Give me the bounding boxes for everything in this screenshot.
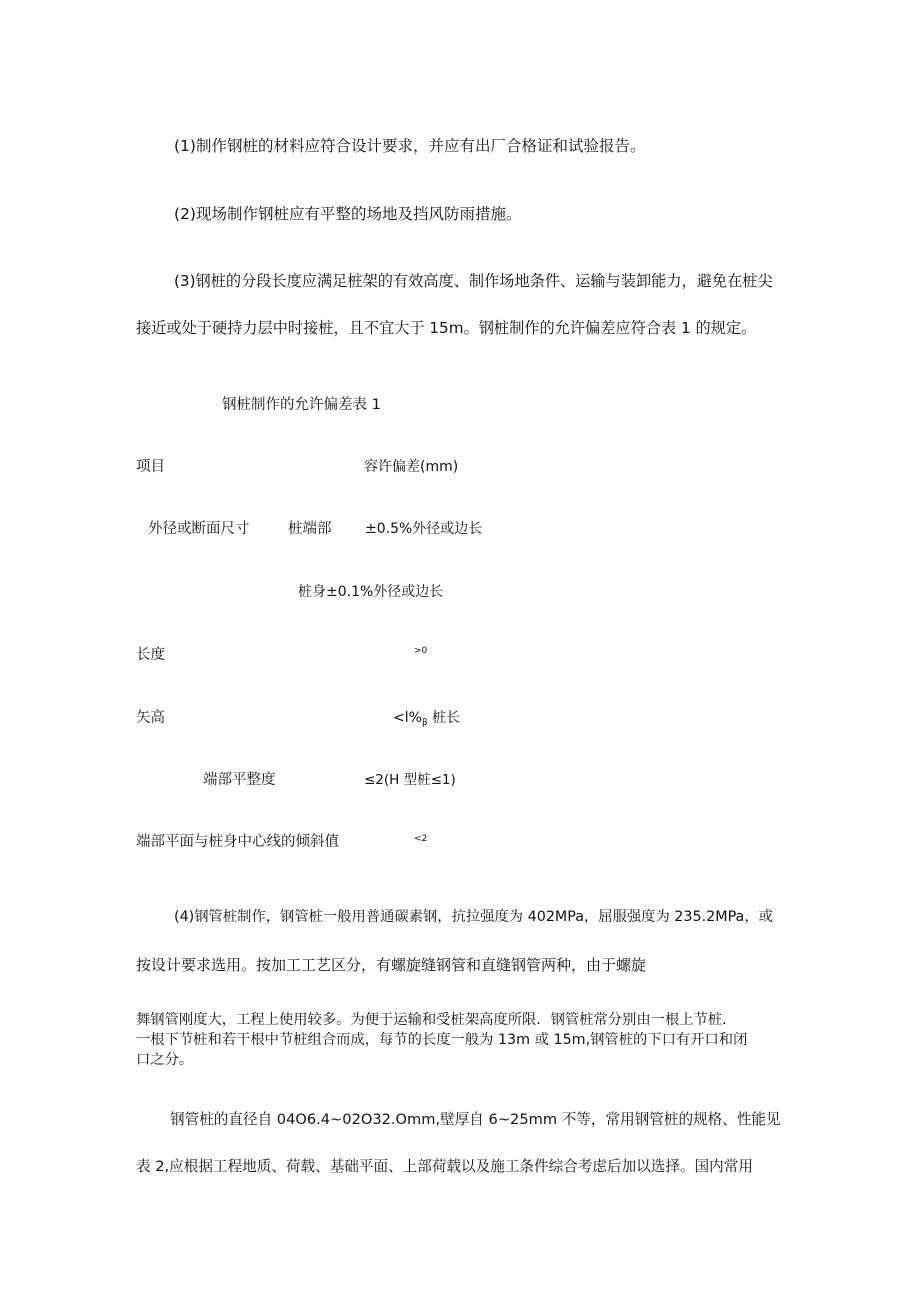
camber-value-subscript: β <box>421 718 428 728</box>
paragraph-6-line-2: 表 2,应根据工程地质、荷载、基础平面、上部荷载以及施工条件综合考虑后加以选择。国内常用 <box>136 1158 753 1175</box>
table-row-camber-value <box>393 708 460 733</box>
camber-value-tail: 桩长 <box>427 710 461 726</box>
paragraph-1: (1)制作钢桩的材料应符合设计要求，并应有出厂合格证和试验报告。 <box>174 137 646 155</box>
table-header-item: 项目 <box>136 459 165 475</box>
table-row-length-item: 长度 <box>136 647 165 663</box>
paragraph-3-line-1: (3)钢桩的分段长度应满足桩架的有效高度、制作场地条件、运输与装卸能力，避免在桩尖 <box>174 272 773 290</box>
table-row-inclination-item: 端部平面与桩身中心线的倾斜值 <box>136 834 339 850</box>
table-row-outer-diameter-sub: 桩端部 <box>288 521 332 537</box>
table-row-end-flatness-item: 端部平整度 <box>203 772 276 788</box>
table-row-end-flatness-value: ≤2(H 型桩≤1) <box>364 772 456 788</box>
paragraph-4-line-1: (4)钢管桩制作，钢管桩一般用普通碳素钢，抗拉强度为 402MPa，屈服强度为 235.2MPa，或 <box>174 909 773 925</box>
table-row-outer-diameter-item: 外径或断面尺寸 <box>148 521 250 537</box>
table-1-caption: 钢桩制作的允许偏差表 1 <box>222 397 381 413</box>
table-row-length-value: >0 <box>414 646 428 656</box>
paragraph-2: (2)现场制作钢桩应有平整的场地及挡风防雨措施。 <box>174 205 522 223</box>
paragraph-6-line-1: 钢管桩的直径自 04O6.4~02O32.Omm,壁厚自 6~25mm 不等，常用钢管桩的规格、性能见 <box>170 1111 781 1128</box>
paragraph-4-line-2: 按设计要求选用。按加工工艺区分，有螺旋缝钢管和直缝钢管两种，由于螺旋 <box>136 956 647 974</box>
table-row-pile-body-value: 桩身±0.1%外径或边长 <box>298 584 444 600</box>
table-header-tolerance: 容许偏差(mm) <box>364 459 459 475</box>
table-row-inclination-value: <2 <box>414 834 428 844</box>
paragraph-5-line-1: 舞钢管刚度大，工程上使用较多。为便于运输和受桩架高度所限．钢管桩常分别由一根上节桩． <box>136 1012 737 1028</box>
table-row-outer-diameter-value: ±0.5%外径或边长 <box>365 521 483 537</box>
camber-value-main: <l% <box>393 710 422 726</box>
paragraph-5-line-2: 一根下节桩和若干根中节桩组合而成，每节的长度一般为 13m 或 15m,钢管桩的下口有开口和闭 <box>136 1032 748 1048</box>
table-row-camber-item: 矢高 <box>136 710 165 726</box>
paragraph-3-line-2: 接近或处于硬持力层中时接桩，且不宜大于 15m。钢桩制作的允许偏差应符合表 1 的规定。 <box>136 319 757 337</box>
paragraph-5-line-3: 口之分。 <box>136 1052 194 1068</box>
